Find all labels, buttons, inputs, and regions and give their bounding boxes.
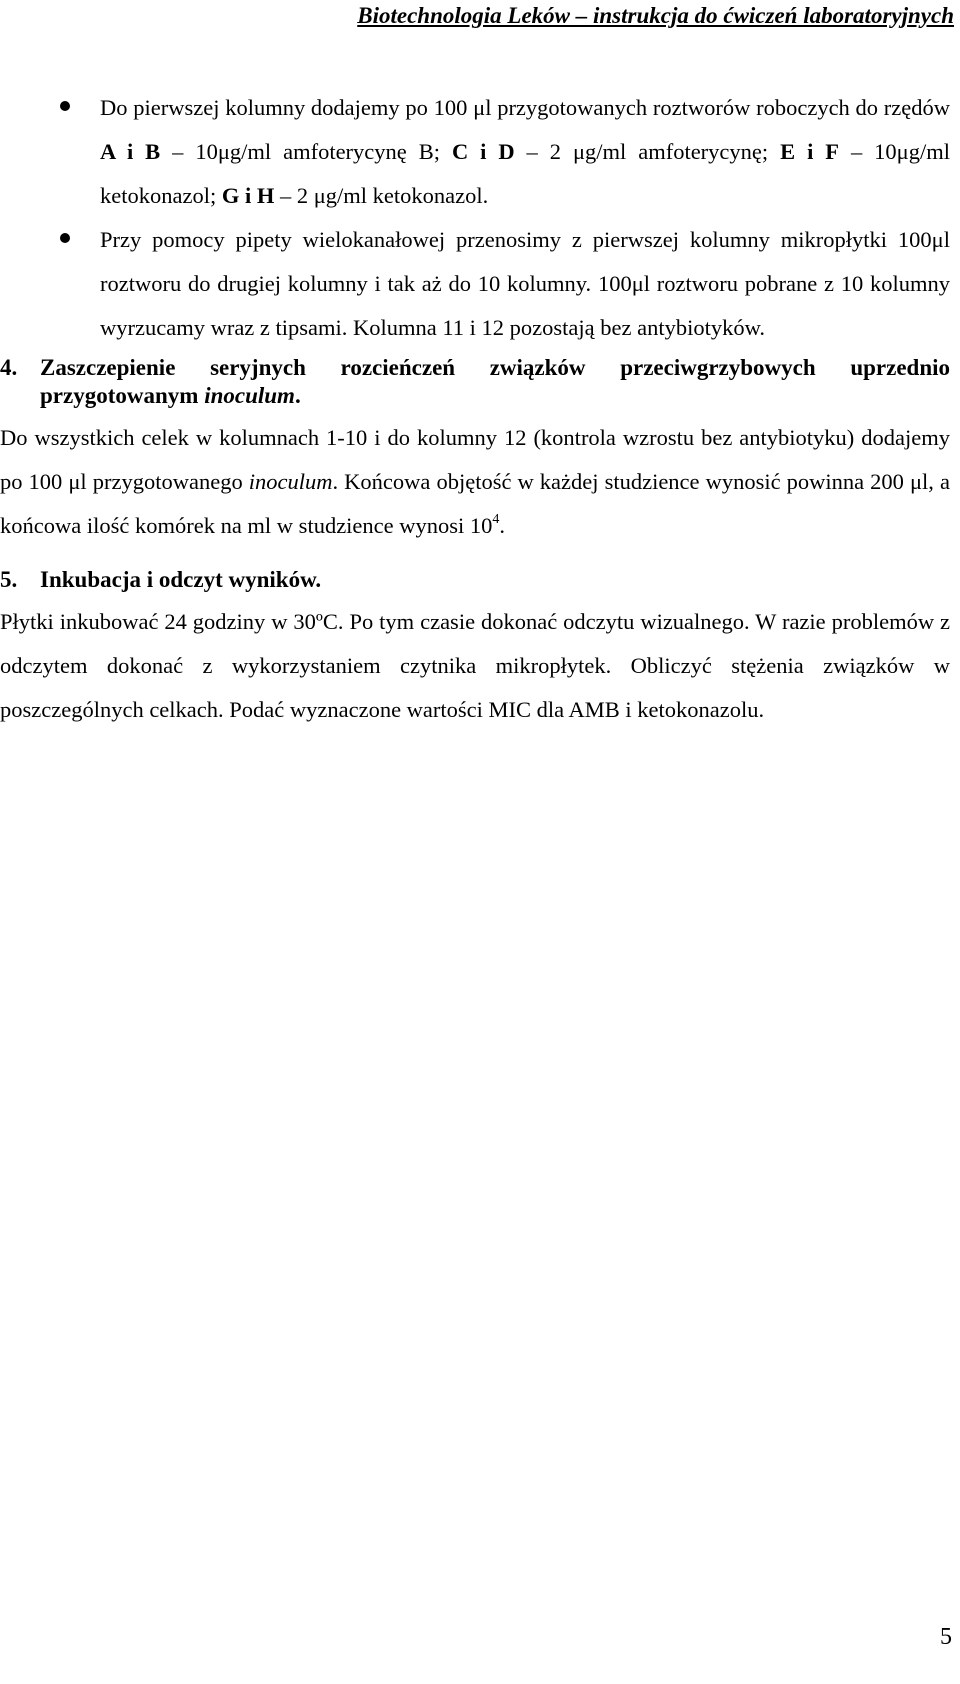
page-number: 5 [940,1624,952,1650]
bold-text: C i D [451,139,515,164]
bold-text: A i B [100,139,161,164]
spacer [0,548,950,562]
bullet-icon [60,101,70,111]
document-body [0,86,950,732]
section-title: Inkubacja i odczyt wyników. [40,567,322,592]
section-title: Zaszczepienie seryjnych rozcieńczeń związków przeciwgrzybowych uprzednio przygotowanym [40,355,950,408]
paragraph-text: Płytki inkubować 24 godziny w 30ºC. Po tym czasie dokonać odczytu wizualnego. W razie problemów z odczytem dokonać z wykorzystaniem czytnika mikropłytek. Obliczyć stężenia związków w poszczególnych celkach. Podać wyznaczone wartości MIC dla AMB i ketokonazolu. [0,609,950,722]
section-number: 4. [0,355,18,380]
page-header-title: Biotechnologia Leków – instrukcja do ćwiczeń laboratoryjnych [357,3,954,28]
bullet-text: Przy pomocy pipety wielokanałowej przenosimy z pierwszej kolumny mikropłytki 100μl roztworu do drugiej kolumny i tak aż do 10 kolumny. 100μl roztworu pobrane z 10 kolumny wyrzucamy wraz z tipsami. Kolumna 11 i 12 pozostają bez antybiotyków. [100,227,950,340]
section-number: 5. [0,567,18,592]
list-item [0,218,950,350]
paragraph-text: . Końcowa objętość w każdej studzience wynosić powinna 200 μl, a końcowa ilość komórek na ml w studzience wynosi 10 [0,469,950,538]
bullet-text: – 10μg/ml ketokonazol; [100,139,950,208]
section-heading-4 [0,354,950,410]
paragraph-section-5 [0,600,950,732]
bullet-text: Do pierwszej kolumny dodajemy po 100 μl przygotowanych roztworów roboczych do rzędów [100,95,950,120]
bullet-text: – 2 μg/ml amfoterycynę; [514,139,781,164]
bullet-icon [60,233,70,243]
section-title-end: . [294,383,301,408]
bold-text: E i F [780,139,840,164]
paragraph-text: Do wszystkich celek w kolumnach 1-10 i do kolumny 12 (kontrola wzrostu bez antybiotyku) dodajemy po 100 μl przygotowanego [0,425,950,494]
bullet-text: – 10μg/ml amfoterycynę B; [160,139,452,164]
paragraph-text: . [499,513,506,538]
bullet-text: – 2 μg/ml ketokonazol. [274,183,489,208]
bold-text: G i H [221,183,275,208]
superscript: 4 [492,512,500,527]
italic-text: inoculum [248,469,333,494]
paragraph-section-4 [0,416,950,548]
section-title-italic: inoculum [204,383,295,408]
list-item [0,86,950,218]
section-heading-5 [0,566,950,594]
